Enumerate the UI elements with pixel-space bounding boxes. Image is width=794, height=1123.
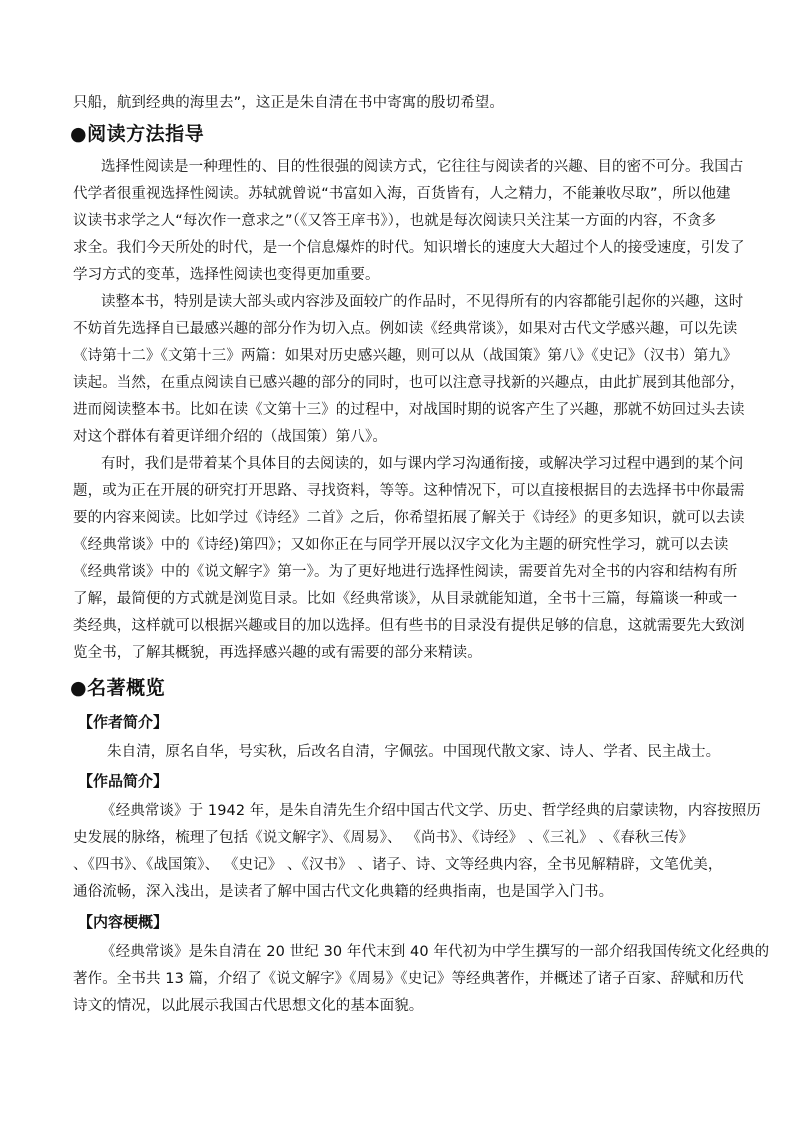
paragraph-line: 对这个群体有着更详细介绍的（战国策）第八》。 <box>73 429 387 445</box>
paragraph-line: 题，或为正在开展的研究打开思路、寻找资料，等等。这种情况下，可以直接根据目的去选择书中你最需 <box>73 483 745 499</box>
content-summary-title: 【内容梗概】 <box>78 913 169 931</box>
paragraph-line: 著作。全书共 13 篇，介绍了《说文解字》《周易》《史记》等经典著作，并概述了诸子百家、辞赋和历代 <box>73 971 744 987</box>
intro-text-line: 只船，航到经典的海里去”，这正是朱自清在书中寄寓的殷切希望。 <box>73 95 505 111</box>
paragraph-line: 诗文的情况，以此展示我国古代思想文化的基本面貌。 <box>73 998 424 1014</box>
author-intro-title: 【作者简介】 <box>78 713 169 731</box>
paragraph-line: 史发展的脉络，梳理了包括《说文解字》、《周易》、 《尚书》、《诗经》 、《三礼》 、《春秋三传》 <box>73 830 694 846</box>
author-intro-text: 朱自清，原名自华，号实秋，后改名自清，字佩弦。中国现代散文家、诗人、学者、民主战士。 <box>107 744 721 760</box>
paragraph-line: 有时，我们是带着某个具体目的去阅读的，如与课内学习沟通衔接，或解决学习过程中遇到的某个问 <box>101 456 744 472</box>
paragraph-line: 《诗第十二》《文第十三》两篇：如果对历史感兴趣，则可以从（战国策》第八》《史记》（汉书）第九》 <box>73 348 738 364</box>
paragraph-line: 类经典，这样就可以根据兴趣或目的加以选择。但有些书的目录没有提供足够的信息，这就需要先大致浏 <box>73 618 745 634</box>
paragraph-line: 要的内容来阅读。比如学过《诗经》二首》之后，你希望拓展了解关于《诗经》的更多知识，就可以去读 <box>73 510 745 526</box>
paragraph-line: 求全。我们今天所处的时代，是一个信息爆炸的时代。知识增长的速度大大超过个人的接受速度，引发了 <box>73 240 745 256</box>
paragraph-line: 议读书求学之人“每次作一意求之”（《又答王庠书》），也就是每次阅读只关注某一方面的内容，不贪多 <box>73 213 717 229</box>
paragraph-line: 《经典常谈》中的《诗经)第四》；又如你正在与同学开展以汉字文化为主题的研究性学习，就可以去读 <box>73 537 729 553</box>
paragraph-line: 学习方式的变革，选择性阅读也变得更加重要。 <box>73 267 380 283</box>
paragraph-line: 、《四书》、《战国策》、 《史记》 、《汉书》 、诸子、诗、文等经典内容，全书见解精辟，文笔优美， <box>73 857 723 873</box>
paragraph-line: 了解，最简便的方式就是浏览目录。比如《经典常谈》，从目录就能知道，全书十三篇，每篇谈一种或一 <box>73 591 738 607</box>
paragraph-line: 《经典常谈》于 1942 年，是朱自清先生介绍中国古代文学、历史、哲学经典的启蒙读物，内容按照历 <box>101 803 761 819</box>
paragraph-line: 不妨首先选择自已最感兴趣的部分作为切入点。例如读《经典常谈》，如果对古代文学感兴趣，可以先读 <box>73 321 738 337</box>
paragraph-line: 选择性阅读是一种理性的、目的性很强的阅读方式，它往往与阅读者的兴趣、目的密不可分。我国古 <box>101 159 744 175</box>
paragraph-line: 《经典常谈》是朱自清在 20 世纪 30 年代末到 40 年代初为中学生撰写的一部介绍我国传统文化经典的 <box>101 944 770 960</box>
paragraph-line: 代学者很重视选择性阅读。苏轼就曾说“书富如入海，百货皆有，人之精力，不能兼收尽取”，所以他建 <box>73 186 731 202</box>
paragraph-line: 读起。当然，在重点阅读自已感兴趣的部分的同时，也可以注意寻找新的兴趣点，由此扩展到其他部分， <box>73 375 745 391</box>
work-intro-title: 【作品简介】 <box>78 772 169 790</box>
overview-heading: ●名著概览 <box>70 677 166 699</box>
reading-method-heading: ●阅读方法指导 <box>70 123 205 145</box>
paragraph-line: 读整本书，特别是读大部头或内容涉及面较广的作品时，不见得所有的内容都能引起你的兴趣，这时 <box>101 294 744 310</box>
paragraph-line: 通俗流畅，深入浅出，是读者了解中国古代文化典籍的经典指南，也是国学入门书。 <box>73 884 614 900</box>
paragraph-line: 览全书，了解其概貌，再选择感兴趣的或有需要的部分来精读。 <box>73 645 482 661</box>
paragraph-line: 《经典常谈》中的《说文解字》第一》。为了更好地进行选择性阅读，需要首先对全书的内容和结构有所 <box>73 564 738 580</box>
paragraph-line: 进而阅读整本书。比如在读《文第十三》的过程中，对战国时期的说客产生了兴趣，那就不妨回过头去读 <box>73 402 745 418</box>
